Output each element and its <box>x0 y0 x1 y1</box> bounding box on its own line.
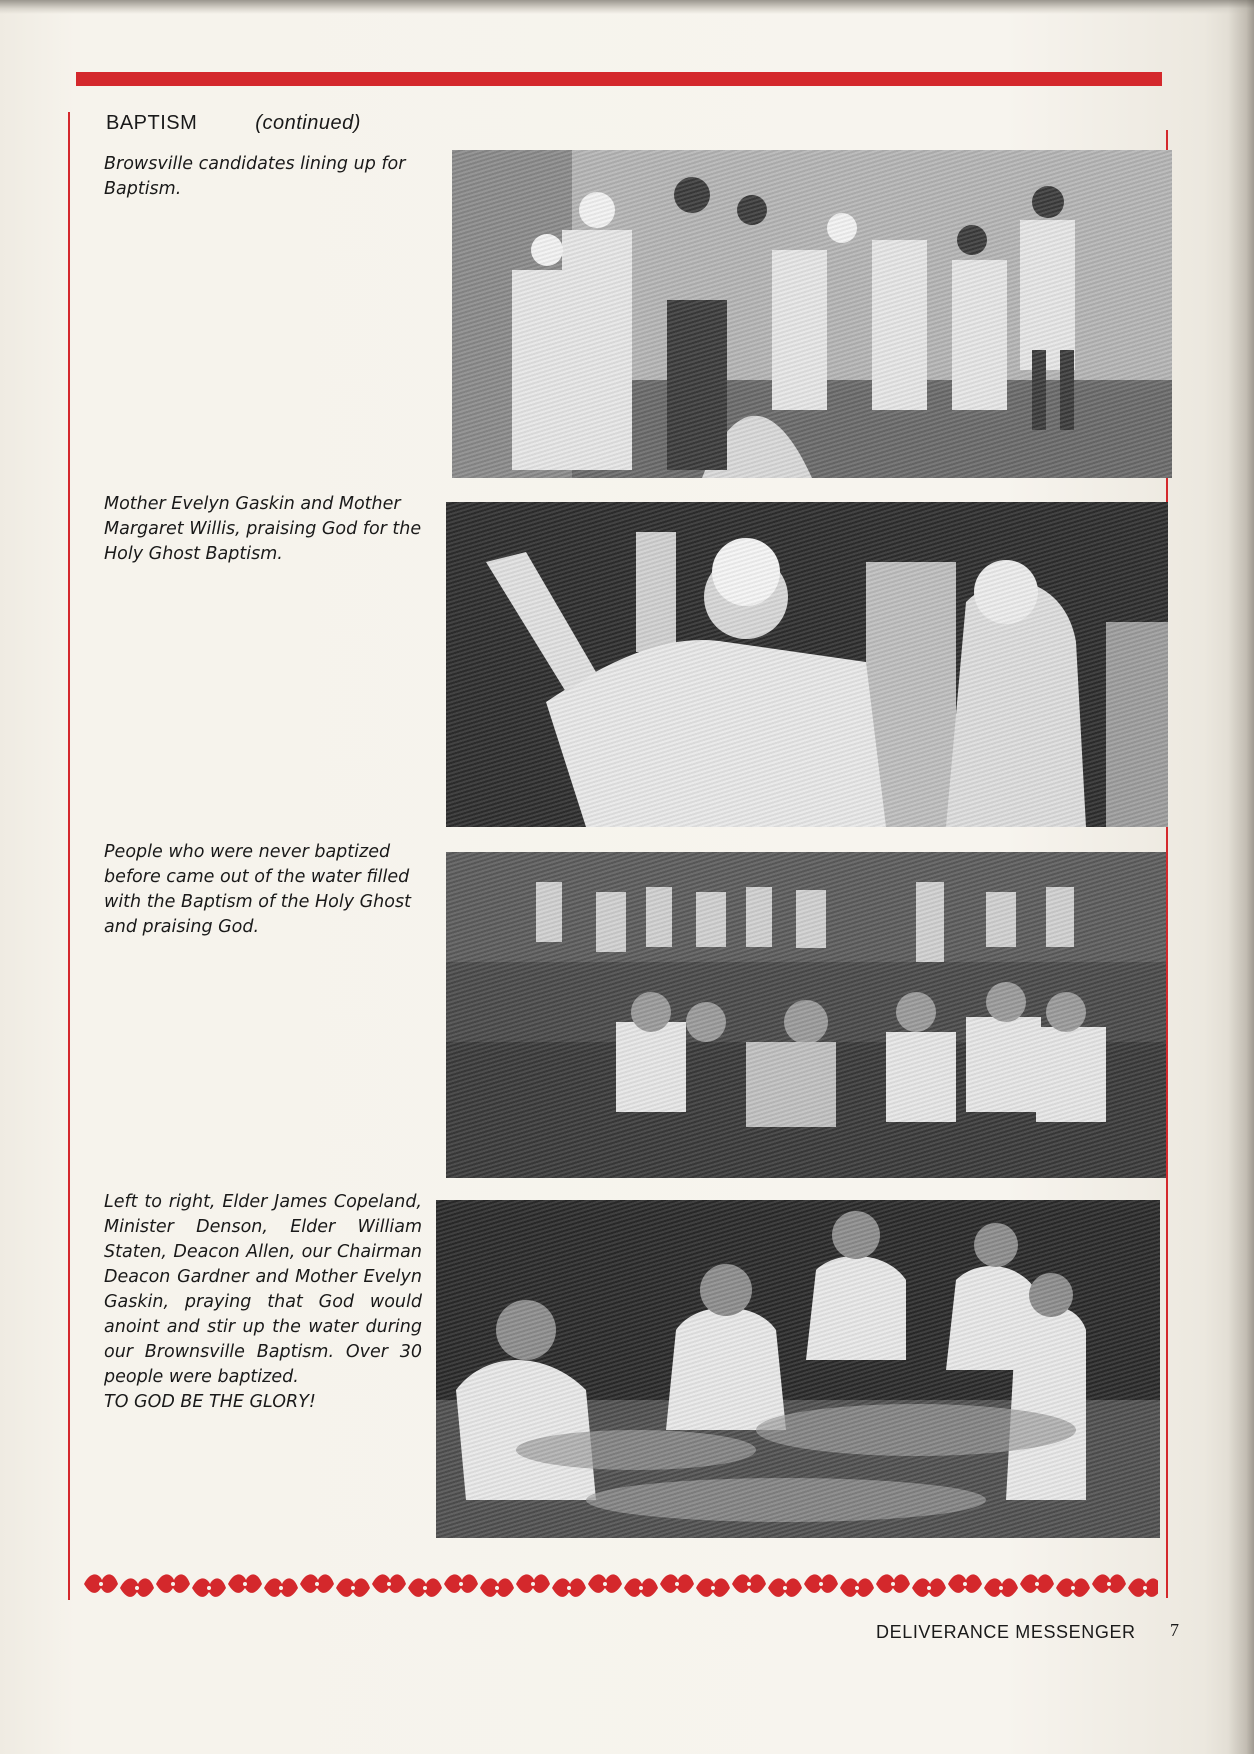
ornament-leaf <box>264 1578 298 1597</box>
ornament-leaf <box>768 1578 802 1597</box>
floral-ornament-border <box>84 1570 1158 1602</box>
ornament-leaf <box>660 1574 694 1593</box>
ornament-leaf <box>408 1578 442 1597</box>
ornament-leaf <box>84 1574 118 1593</box>
caption-candidates: Browsville candidates lining up for Baptism. <box>104 154 406 199</box>
ornament-leaf <box>1092 1574 1126 1593</box>
photo-ministers-praying <box>436 1200 1160 1538</box>
ornament-leaf <box>840 1578 874 1597</box>
section-title: BAPTISM <box>106 112 198 134</box>
ornament-leaf <box>228 1574 262 1593</box>
ornament-leaf <box>588 1574 622 1593</box>
photo-mothers-praising <box>446 502 1168 827</box>
photo-coming-out-of-water <box>446 852 1166 1178</box>
ornament-leaf <box>444 1574 478 1593</box>
ornament-leaf <box>336 1578 370 1597</box>
ornament-leaf <box>300 1574 334 1593</box>
ornament-leaf <box>912 1578 946 1597</box>
ornament-leaf <box>804 1574 838 1593</box>
ornament-leaf <box>192 1578 226 1597</box>
publication-name: DELIVERANCE MESSENGER <box>876 1622 1136 1642</box>
ornament-leaf <box>624 1578 658 1597</box>
caption-ministers-text: Left to right, Elder James Copeland, Minister Denson, Elder William Staten, Deacon Allen, our Chairman Deacon Gardner and Mother Evelyn Gaskin, praying that God would anoint and stir up the water during our Brownsville Baptism. Over 30 people were baptized. <box>104 1192 422 1387</box>
ornament-leaf <box>120 1578 154 1597</box>
scan-top-edge <box>0 0 1254 14</box>
caption-mothers-praising: Mother Evelyn Gaskin and Mother Margaret Willis, praising God for the Holy Ghost Baptism. <box>104 494 422 564</box>
caption-ministers-praying <box>104 1190 422 1415</box>
ornament-leaf <box>552 1578 586 1597</box>
ornament-leaf <box>1128 1578 1158 1597</box>
continued-label: (continued) <box>255 112 361 134</box>
ornament-leaf <box>516 1574 550 1593</box>
ornament-leaf <box>984 1578 1018 1597</box>
left-border-rule <box>68 112 70 1600</box>
ornament-leaf <box>876 1574 910 1593</box>
closing-exclamation: TO GOD BE THE GLORY! <box>104 1392 316 1412</box>
ornament-leaf <box>480 1578 514 1597</box>
ornament-leaf <box>1056 1578 1090 1597</box>
section-heading <box>106 112 446 135</box>
ornament-leaf <box>372 1574 406 1593</box>
ornament-leaf <box>156 1574 190 1593</box>
caption-never-baptized: People who were never baptized before came out of the water filled with the Baptism of the Holy Ghost and praising God. <box>104 842 411 937</box>
photo-candidates-lining-up <box>452 150 1172 478</box>
header-rule <box>76 72 1162 86</box>
ornament-leaf <box>696 1578 730 1597</box>
page-number: 7 <box>1170 1620 1179 1640</box>
ornament-leaf <box>1020 1574 1054 1593</box>
ornament-leaf <box>948 1574 982 1593</box>
ornament-leaf <box>732 1574 766 1593</box>
page-binding-shadow <box>1228 0 1254 1754</box>
